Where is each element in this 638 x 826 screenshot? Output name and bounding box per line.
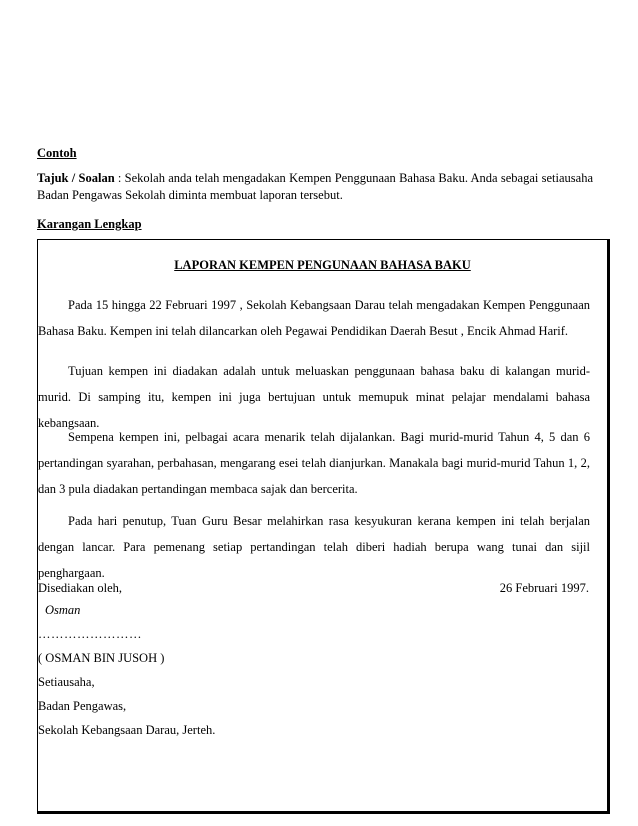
essay-paragraph-1: Pada 15 hingga 22 Februari 1997 , Sekolah Kebangsaan Darau telah mengadakan Kempen Penggunaan Bahasa Baku. Kempen ini telah dilancarkan oleh Pegawai Pendidikan Daerah Besut , Encik Ahmad Harif. — [38, 298, 590, 338]
report-title: LAPORAN KEMPEN PENGUNAAN BAHASA BAKU — [174, 258, 471, 272]
signature-dotted-line: …………………… — [38, 627, 142, 641]
signatory-organization: Badan Pengawas, — [38, 699, 127, 713]
question-label: Tajuk / Soalan — [37, 171, 115, 185]
contoh-heading: Contoh — [37, 146, 77, 160]
signatory-school: Sekolah Kebangsaan Darau, Jerteh. — [38, 723, 216, 737]
signatory-name: ( OSMAN BIN JUSOH ) — [38, 651, 165, 665]
essay-paragraph-3: Sempena kempen ini, pelbagai acara menarik telah dijalankan. Bagi murid-murid Tahun 4, 5 dan 6 pertandingan syarahan, perbahasan, mengarang esei telah dianjurkan. Manakala bagi murid-murid Tahun 1, 2, dan 3 pula diadakan pertandingan membaca sajak dan bercerita. — [38, 430, 590, 496]
essay-paragraph-2: Tujuan kempen ini diadakan adalah untuk meluaskan penggunaan bahasa baku di kalangan murid-murid. Di samping itu, kempen ini juga bertujuan untuk memupuk minat pelajar mendalami bahasa kebangsaan. — [38, 364, 590, 430]
question-body: : Sekolah anda telah mengadakan Kempen Penggunaan Bahasa Baku. Anda sebagai setiausaha Badan Pengawas Sekolah diminta membuat laporan tersebut. — [37, 171, 593, 202]
signatory-position: Setiausaha, — [38, 675, 95, 689]
essay-paragraph-4: Pada hari penutup, Tuan Guru Besar melahirkan rasa kesyukuran kerana kempen ini telah berjalan dengan lancar. Para pemenang setiap pertandingan telah diberi hadiah berupa wang tunai dan sijil penghargaan. — [38, 514, 590, 580]
essay-box — [37, 239, 610, 814]
full-essay-heading: Karangan Lengkap — [37, 217, 142, 231]
question-text — [37, 170, 593, 204]
prepared-by-label: Disediakan oleh, — [38, 581, 123, 595]
signature: Osman — [45, 603, 81, 617]
report-date: 26 Februari 1997. — [499, 581, 589, 595]
